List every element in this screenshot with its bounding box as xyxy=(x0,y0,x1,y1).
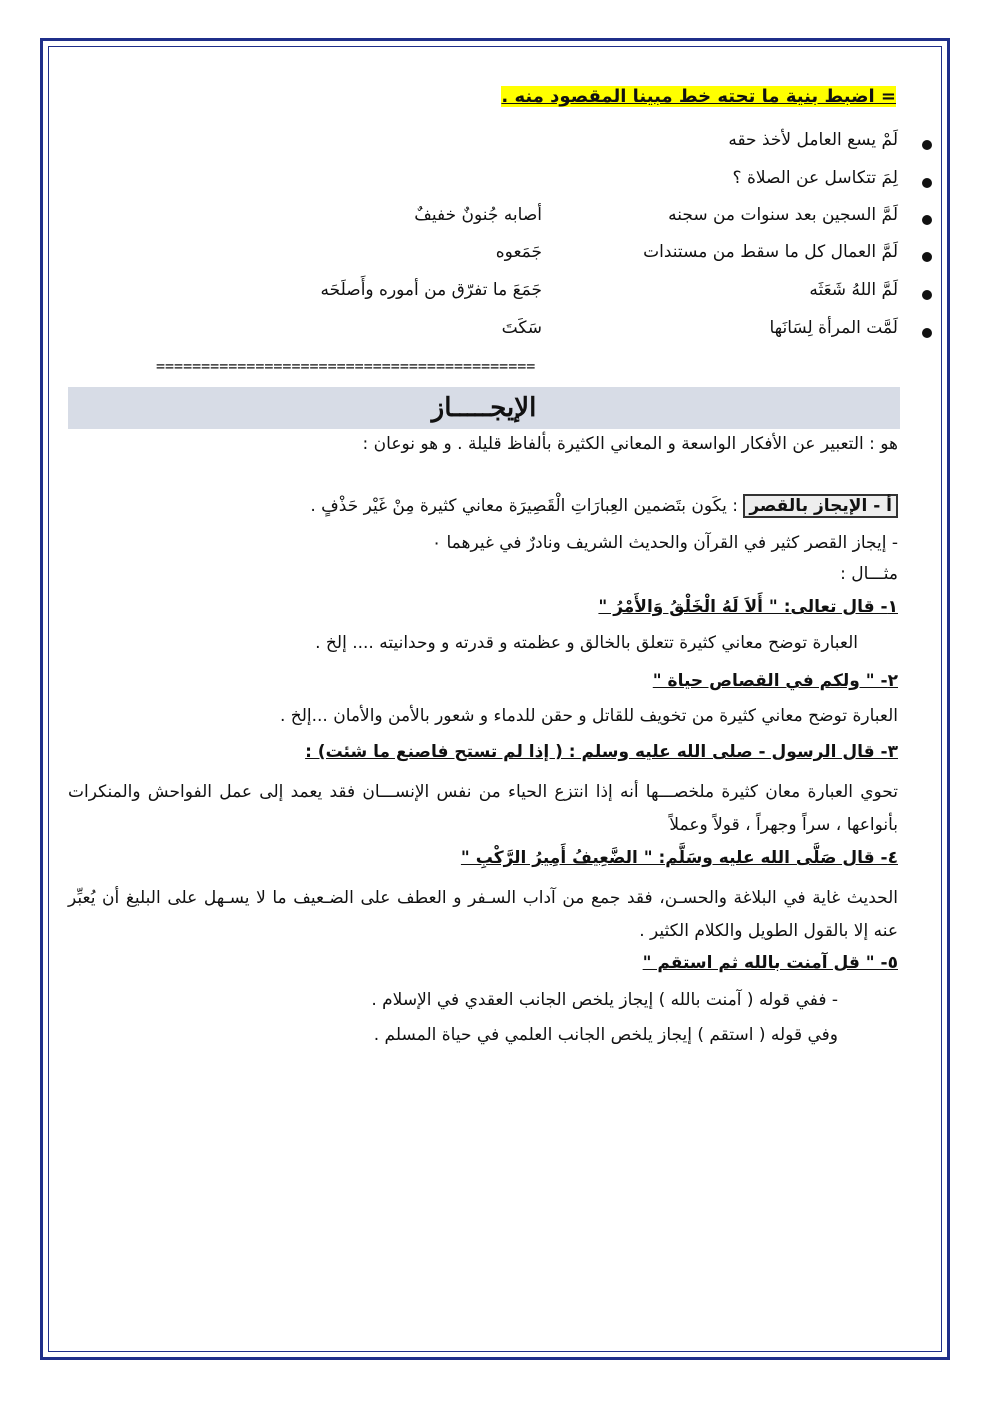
bullet-text: لَمَّ العمال كل ما سقط من مستندات xyxy=(643,242,898,262)
example-heading: ٢- " ولكم في القصاص حياة " xyxy=(652,671,898,691)
example-note: - ففي قوله ( آمنت بالله ) إيجاز يلخص الجانب العقدي في الإسلام . xyxy=(371,990,838,1010)
list-item xyxy=(152,242,932,274)
list-item xyxy=(152,318,932,350)
bullet-text: لَمْ يسع العامل لأخذ حقه xyxy=(728,130,898,150)
bullet-dot-icon xyxy=(922,178,932,188)
type-a-line xyxy=(310,496,898,516)
bullet-dot-icon xyxy=(922,290,932,300)
type-a-text: : يكَون بتَضمين العِبارَاتِ الْقَصِيرَة معاني كثيرة مِنْ غَيْر حَذْفٍ . xyxy=(310,496,738,516)
examples-label: مثـــال : xyxy=(840,564,898,584)
type-a-note: - إيجاز القصر كثير في القرآن والحديث الشريف ونادرٌ في غيرهما ٠ xyxy=(431,533,898,553)
list-item xyxy=(152,205,932,237)
section-title: الإيجـــــاز xyxy=(431,393,537,423)
bullet-dot-icon xyxy=(922,215,932,225)
example-heading: ٤- قال صَلَّى الله عليه وسَلَّم: " الضَّعِيفُ أَمِيرُ الرَّكْبِ " xyxy=(460,848,898,868)
section-banner xyxy=(68,387,900,429)
example-body: العبارة توضح معاني كثيرة تتعلق بالخالق و عظمته و قدرته و وحدانيته .... إلخ . xyxy=(315,633,858,653)
example-body: تحوي العبارة معان كثيرة ملخصـــها أنه إذا انتزع الحياء من نفس الإنســـان فقد يعمد إلى عمل الفواحش والمنكرات بأنواعها ، سراً وجهراً ، قولاً وعملاً xyxy=(68,782,898,835)
bullet-text: لِمَ تتكاسل عن الصلاة ؟ xyxy=(732,168,898,188)
example-heading: ٣- قال الرسول - صلى الله عليه وسلم : ( إذا لم تستح فاصنع ما شئت) : xyxy=(305,742,898,762)
list-item xyxy=(152,280,932,312)
example-body: الحديث غاية في البلاغة والحسـن، فقد جمع من آداب السـفر و العطف على الضـعيف ما لا يسـهل على البليغ أن يُعبِّر عنه إلا بالقول الطويل والكلام الكثير . xyxy=(68,888,898,941)
example-note: وفي قوله ( استقم ) إيجاز يلخص الجانب العلمي في حياة المسلم . xyxy=(373,1025,838,1045)
bullet-meaning: جَمَعَ ما تفرّق من أموره وأَصلَحَه xyxy=(320,280,542,300)
bullet-dot-icon xyxy=(922,328,932,338)
bullet-meaning: سَكَتَ xyxy=(501,318,542,338)
list-item xyxy=(152,130,932,162)
separator-line: ========================================== xyxy=(156,357,536,375)
bullet-meaning: جَمَعوه xyxy=(495,242,542,262)
bullet-text: لَمَّ السجين بعد سنوات من سجنه xyxy=(668,205,898,225)
example-heading: ١- قال تعالى: " أَلاَ لَهُ الْخَلْقُ وَالأَمْرُ " xyxy=(598,597,898,617)
bullet-meaning: أصابه جُنونٌ خفيفٌ xyxy=(414,205,542,225)
bullet-dot-icon xyxy=(922,140,932,150)
definition-text: هو : التعبير عن الأفكار الواسعة و المعاني الكثيرة بألفاظ قليلة . و هو نوعان : xyxy=(362,434,898,454)
type-a-label: أ - الإيجاز بالقصر xyxy=(743,494,898,518)
bullet-dot-icon xyxy=(922,252,932,262)
bullet-text: لَمَّ اللهُ شَعَثَه xyxy=(809,280,898,300)
bullet-text: لَمَّت المرأة لِسَانَها xyxy=(769,318,898,338)
example-body: العبارة توضح معاني كثيرة من تخويف للقاتل و حقن للدماء و شعور بالأمن والأمان ...إلخ . xyxy=(279,706,898,726)
instruction-heading: = اضبط بنية ما تحته خط مبينا المقصود منه . xyxy=(501,86,896,107)
list-item xyxy=(152,168,932,200)
example-heading: ٥- " قل آمنت بالله ثم استقم " xyxy=(642,953,898,973)
